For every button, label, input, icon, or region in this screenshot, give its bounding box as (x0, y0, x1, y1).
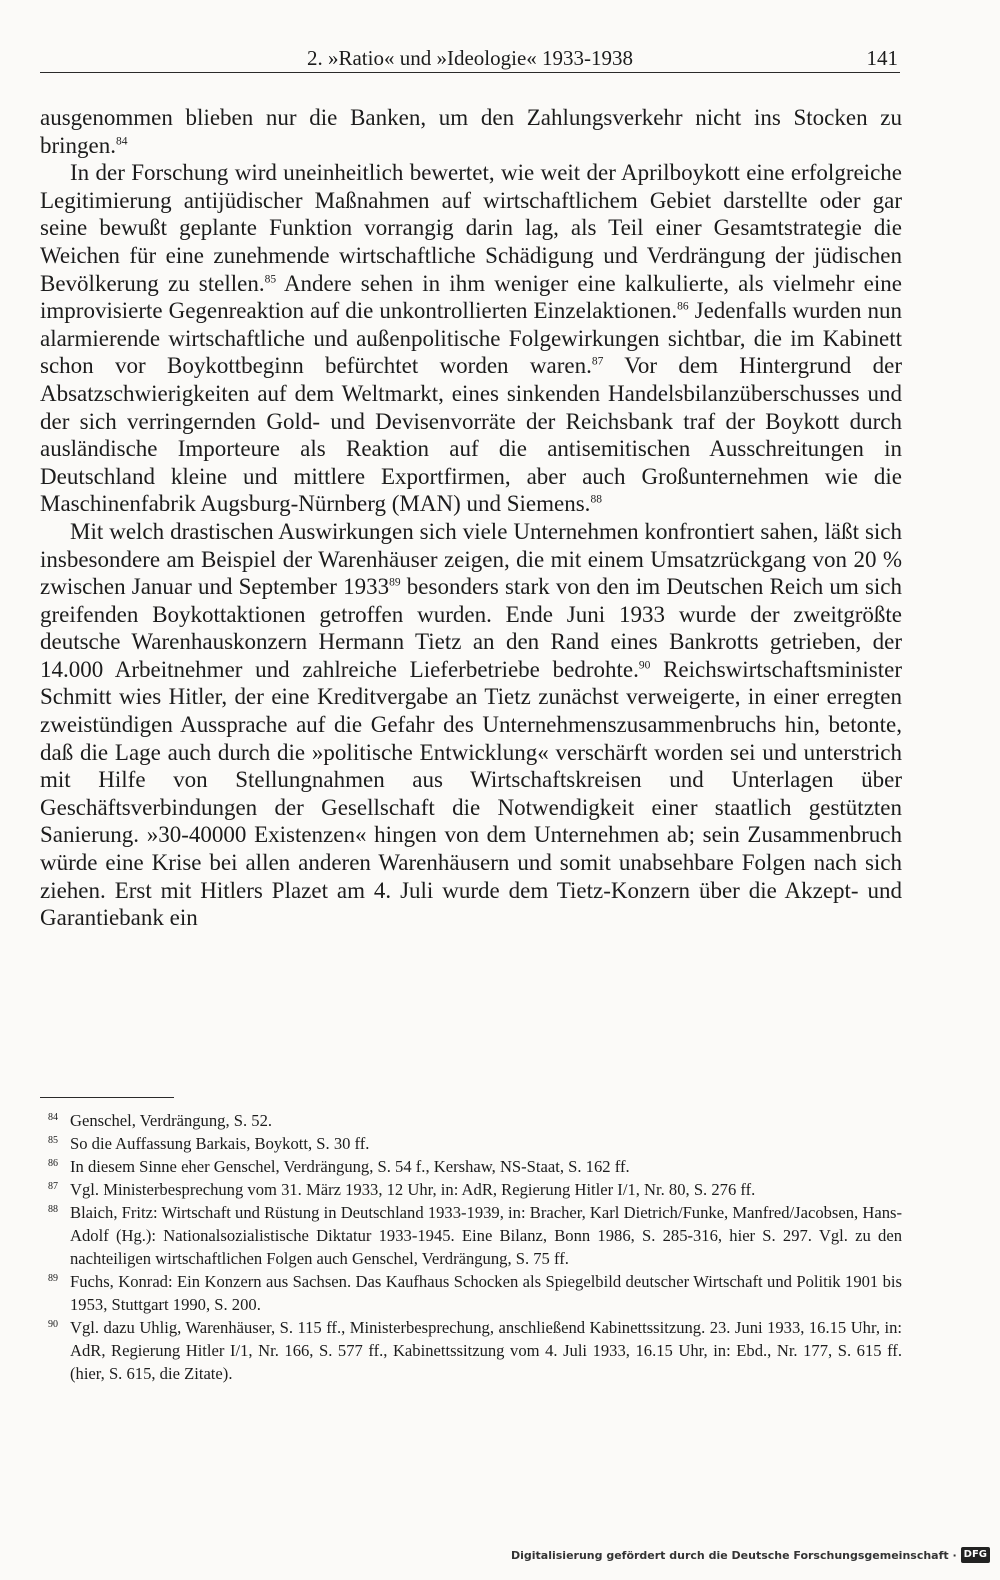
paragraph-1: ausgenommen blieben nur die Banken, um den Zahlungsverkehr nicht ins Stocken zu bringen.$^{84}$ (40, 105, 902, 158)
footnote (40, 1109, 902, 1132)
footnote (40, 1270, 902, 1316)
dfg-logo-icon: DFG (961, 1547, 990, 1563)
footnote-number: 84 (48, 1112, 58, 1123)
footnote-text: So die Auffassung Barkais, Boykott, S. 30 ff. (70, 1134, 370, 1153)
footnote-number: 89 (48, 1273, 58, 1284)
footnote-divider (40, 1097, 174, 1098)
footnote-ref[interactable]: 86 (677, 300, 689, 313)
funding-notice (511, 1544, 990, 1566)
footnote-number: 86 (48, 1158, 58, 1169)
footnote-number: 88 (48, 1204, 58, 1215)
footnote-text: Blaich, Fritz: Wirtschaft und Rüstung in Deutschland 1933-1939, in: Bracher, Karl Dietrich/Funke, Manfred/Jacobsen, Hans-Adolf (Hg.): Nationalsozialistische Diktatur 1933-1945. Eine Bilanz, Bonn 1986, S. 285-316, hier S. 297. Vgl. zu den nachteiligen wirtschaftlichen Folgen auch Genschel, Verdrängung, S. 75 ff. (70, 1203, 902, 1268)
funding-notice-text: Digitalisierung gefördert durch die Deutsche Forschungsgemeinschaft · (510, 1548, 957, 1562)
footnote-ref[interactable]: 90 (638, 659, 651, 672)
footnote-text: Fuchs, Konrad: Ein Konzern aus Sachsen. Das Kaufhaus Schocken als Spiegelbild deutscher Wirtschaft und Politik 1901 bis 1953, Stuttgart 1990, S. 200. (70, 1272, 902, 1314)
footnote-text: In diesem Sinne eher Genschel, Verdrängung, S. 54 f., Kershaw, NS-Staat, S. 162 ff. (70, 1157, 630, 1176)
footnote-ref[interactable]: 84 (116, 134, 128, 147)
footnotes (40, 1109, 902, 1385)
footnote (40, 1155, 902, 1178)
footnote (40, 1201, 902, 1270)
main-text (40, 104, 902, 932)
footnote-number: 85 (48, 1135, 58, 1146)
paragraph-3: Mit welch drastischen Auswirkungen sich viele Unternehmen konfrontiert sahen, läßt sich insbesondere am Beispiel der Warenhäuser zeigen, die mit einem Umsatzrückgang von 20 % zwischen Januar und September 1933$^{89}$ besonders stark von den im Deutschen Reich um sich greifenden Boykottaktionen getroffen wurden. Ende Juni 1933 wurde der zweitgrößte deutsche Warenhauskonzern Hermann Tietz an den Rand eines Bankrotts getrieben, der 14.000 Arbeitnehmer und zahlreiche Lieferbetriebe bedrohte.$^{90}$ Reichswirtschaftsminister Schmitt wies Hitler, der eine Kreditvergabe an Tietz zunächst verweigerte, in einer erregten zweistündigen Aussprache auf die Gefahr des Unternehmenszusammenbruchs hin, betonte, daß die Lage auch durch die »politische Entwicklung« verschärft worden sei und unterstrich mit Hilfe von Stellungnahmen aus Wirtschaftskreisen und Unterlagen über Geschäftsverbindungen der Gesellschaft die Notwendigkeit einer staatlich gestützten Sanierung. »30-40000 Existenzen« hingen von dem Unternehmen ab; sein Zusammenbruch würde eine Krise bei allen anderen Warenhäusern und somit unabsehbare Folgen nach sich ziehen. Erst mit Hitlers Plazet am 4. Juli wurde dem Tietz-Konzern über die Akzept- und Garantiebank ein (40, 518, 902, 931)
footnote (40, 1178, 902, 1201)
footnote-number: 90 (48, 1319, 58, 1330)
footnote-text: Vgl. dazu Uhlig, Warenhäuser, S. 115 ff., Ministerbesprechung, anschließend Kabinettssitzung. 23. Juni 1933, 16.15 Uhr, in: AdR, Regierung Hitler I/1, Nr. 166, S. 577 ff., Kabinettssitzung vom 4. Juli 1933, 16.15 Uhr, in: Ebd., Nr. 177, S. 615 ff. (hier, S. 615, die Zitate). (70, 1318, 902, 1383)
footnote-text: Vgl. Ministerbesprechung vom 31. März 1933, 12 Uhr, in: AdR, Regierung Hitler I/1, Nr. 80, S. 276 ff. (70, 1180, 756, 1199)
paragraph-2: In der Forschung wird uneinheitlich bewertet, wie weit der Aprilboykott eine erfolgreiche Legitimierung antijüdischer Maßnahmen auf wirtschaftlichem Gebiet darstellte oder gar seine bewußt geplante Funktion vorrangig darin lag, als Teil einer Gesamtstrategie die Weichen für eine zunehmende wirtschaftliche Schädigung und Verdrängung der jüdischen Bevölkerung zu stellen.$^{85}$ Andere sehen in ihm weniger eine kalkulierte, als vielmehr eine improvisierte Gegenreaktion auf die unkontrollierten Einzelaktionen.$^{86}$ Jedenfalls wurden nun alarmierende wirtschaftliche und außenpolitische Folgewirkungen sichtbar, die im Kabinett schon vor Boykottbeginn befürchtet worden waren.$^{87}$ Vor dem Hintergrund der Absatzschwierigkeiten auf dem Weltmarkt, eines sinkenden Handelsbilanzüberschusses und der sich verringernden Gold- und Devisenvorräte der Reichsbank traf der Boykott durch ausländische Importeure als Reaktion auf die antisemitischen Ausschreitungen in Deutschland kleine und mittlere Exportfirmen, aber auch Großunternehmen wie die Maschinenfabrik Augsburg-Nürnberg (MAN) und Siemens.$^{88}$ (40, 160, 902, 517)
chapter-title: 2. »Ratio« und »Ideologie« 1933-1938 (306, 46, 634, 70)
footnote (40, 1316, 902, 1385)
footnote-ref[interactable]: 85 (264, 272, 277, 285)
page-number: 141 (866, 46, 898, 70)
footnote-ref[interactable]: 88 (590, 493, 602, 506)
footnote-ref[interactable]: 87 (591, 355, 604, 368)
footnote-number: 87 (48, 1181, 58, 1192)
running-header (40, 42, 900, 73)
footnote-ref[interactable]: 89 (389, 576, 401, 589)
footnote-text: Genschel, Verdrängung, S. 52. (70, 1111, 273, 1130)
footnote (40, 1132, 902, 1155)
